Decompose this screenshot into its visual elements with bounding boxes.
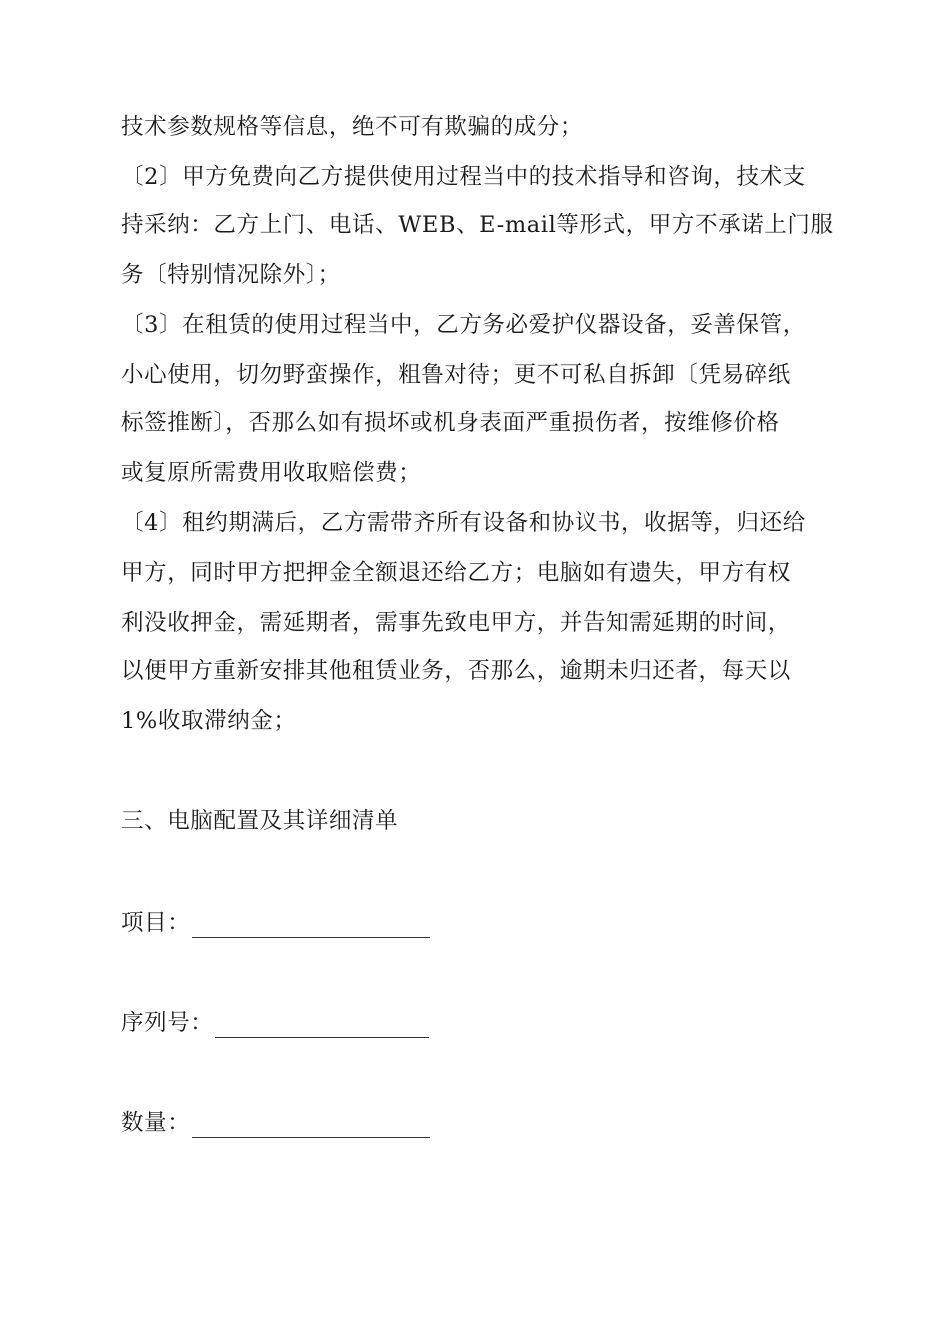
paragraph-line: 〔3〕在租赁的使用过程当中，乙方务必爱护仪器设备，妥善保管，	[121, 312, 806, 338]
quantity-field[interactable]	[121, 1108, 430, 1138]
item-label: 项目：	[121, 910, 191, 936]
serial-number-label: 序列号：	[121, 1010, 214, 1036]
item-field[interactable]	[121, 908, 430, 938]
serial-number-field[interactable]	[121, 1008, 429, 1038]
paragraph-line: 务〔特别情况除外〕；	[121, 262, 341, 288]
paragraph-line: 标签推断〕，否那么如有损坏或机身表面严重损伤者，按维修价格	[121, 410, 780, 436]
serial-number-blank-line[interactable]	[215, 1013, 429, 1038]
paragraph-line: 持采纳：乙方上门、电话、WEB、E-mail等形式，甲方不承诺上门服	[121, 212, 834, 238]
paragraph-line: 利没收押金，需延期者，需事先致电甲方，并告知需延期的时间，	[121, 610, 791, 636]
paragraph-line: 技术参数规格等信息，绝不可有欺骗的成分；	[121, 114, 584, 140]
paragraph-line: 甲方，同时甲方把押金全额退还给乙方；电脑如有遗失，甲方有权	[121, 560, 791, 586]
paragraph-line: 小心使用，切勿野蛮操作，粗鲁对待；更不可私自拆卸〔凭易碎纸	[121, 362, 791, 388]
section-heading: 三、电脑配置及其详细清单	[121, 808, 399, 834]
quantity-label: 数量：	[121, 1110, 191, 1136]
paragraph-line: 或复原所需费用收取赔偿费；	[121, 460, 422, 486]
paragraph-line: 以便甲方重新安排其他租赁业务，否那么，逾期未归还者，每天以	[121, 658, 791, 684]
paragraph-line: 1%收取滞纳金；	[121, 708, 297, 734]
item-blank-line[interactable]	[192, 913, 430, 938]
paragraph-line: 〔2〕甲方免费向乙方提供使用过程当中的技术指导和咨询，技术支	[121, 164, 806, 190]
paragraph-line: 〔4〕租约期满后，乙方需带齐所有设备和协议书，收据等，归还给	[121, 510, 806, 536]
quantity-blank-line[interactable]	[192, 1113, 430, 1138]
